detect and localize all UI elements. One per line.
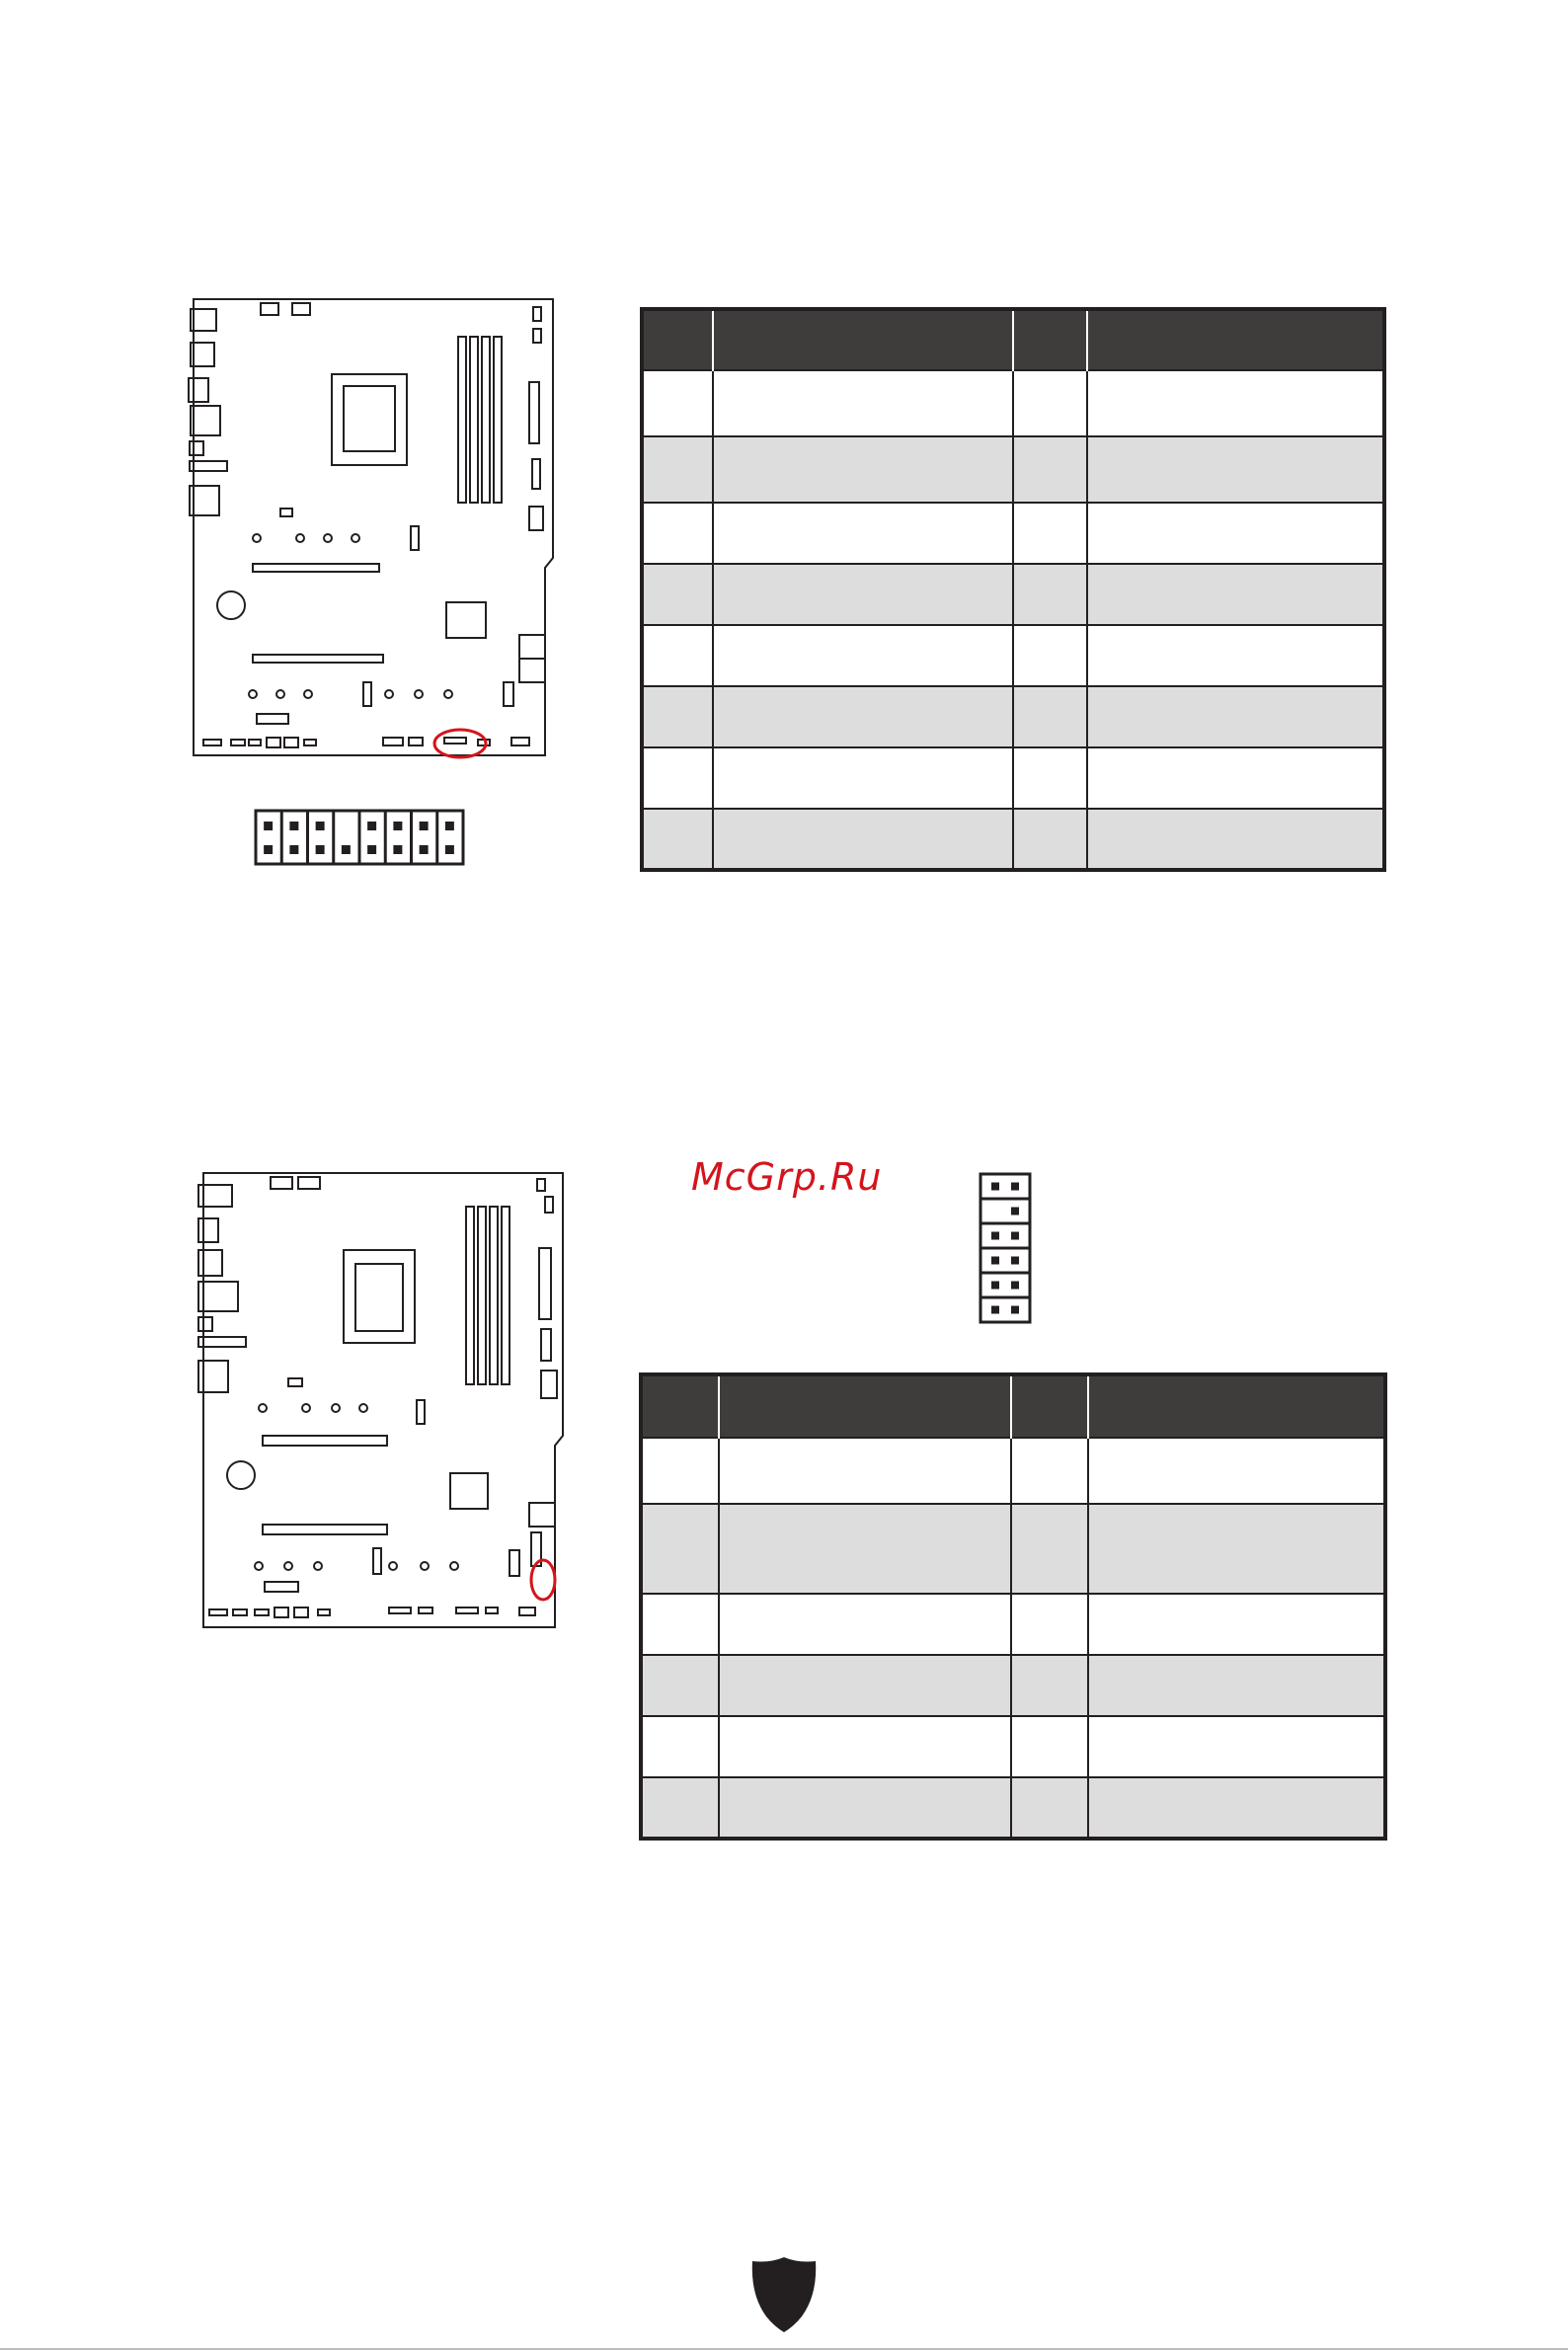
table-cell	[1087, 436, 1384, 503]
table-cell	[642, 503, 713, 564]
table-cell	[1011, 1655, 1088, 1716]
col-pin-header	[642, 309, 713, 370]
table-cell	[719, 1777, 1011, 1839]
table-cell	[1013, 564, 1087, 625]
table-cell	[1013, 436, 1087, 503]
table-cell	[1087, 686, 1384, 747]
table-cell	[1088, 1594, 1385, 1655]
col-signal-header	[713, 309, 1013, 370]
table-cell	[713, 564, 1013, 625]
table-cell	[719, 1594, 1011, 1655]
pin	[420, 845, 429, 854]
pin-header-diagram-2	[978, 1171, 1037, 1325]
table-cell	[719, 1716, 1011, 1777]
table-cell	[1087, 503, 1384, 564]
table-cell	[1013, 747, 1087, 809]
col-signal-header	[1088, 1374, 1385, 1438]
pin	[445, 822, 454, 830]
table-cell	[642, 625, 713, 686]
table-cell	[642, 686, 713, 747]
pin	[367, 822, 376, 830]
table-cell	[1087, 564, 1384, 625]
pin	[316, 822, 325, 830]
pin	[289, 845, 298, 854]
col-signal-header	[719, 1374, 1011, 1438]
table-cell	[642, 370, 713, 436]
table-cell	[1088, 1504, 1385, 1594]
pin	[991, 1306, 999, 1314]
pin	[393, 822, 402, 830]
pin	[393, 845, 402, 854]
pin-table-1	[640, 307, 1386, 872]
pin	[289, 822, 298, 830]
pin	[445, 845, 454, 854]
table-cell	[713, 747, 1013, 809]
pin-header-diagram-1	[253, 808, 470, 869]
pin	[991, 1183, 999, 1191]
col-signal-header	[1087, 309, 1384, 370]
pin	[991, 1232, 999, 1240]
pin	[367, 845, 376, 854]
pin-table-2	[639, 1372, 1387, 1841]
shield-icon	[750, 2255, 818, 2334]
table-cell	[1011, 1777, 1088, 1839]
pin	[991, 1257, 999, 1265]
table-cell	[642, 564, 713, 625]
table-cell	[1087, 747, 1384, 809]
table-cell	[1088, 1716, 1385, 1777]
col-pin-header	[1011, 1374, 1088, 1438]
pin	[316, 845, 325, 854]
pin	[264, 845, 273, 854]
table-cell	[713, 370, 1013, 436]
table-cell	[1087, 809, 1384, 870]
table-cell	[641, 1716, 719, 1777]
table-cell	[1088, 1777, 1385, 1839]
table-cell	[713, 625, 1013, 686]
table-cell	[1011, 1438, 1088, 1504]
motherboard-diagram-2	[196, 1167, 571, 1631]
table-cell	[719, 1438, 1011, 1504]
table-cell	[642, 747, 713, 809]
footer-rule	[0, 2348, 1568, 2350]
table-cell	[642, 809, 713, 870]
pin	[1011, 1183, 1019, 1191]
col-pin-header	[1013, 309, 1087, 370]
table-cell	[641, 1777, 719, 1839]
pin	[1011, 1306, 1019, 1314]
motherboard-diagram-1	[186, 291, 561, 765]
table-cell	[641, 1594, 719, 1655]
table-cell	[713, 686, 1013, 747]
table-cell	[1088, 1438, 1385, 1504]
table-cell	[713, 436, 1013, 503]
table-cell	[1087, 625, 1384, 686]
pin	[1011, 1208, 1019, 1215]
pin	[1011, 1257, 1019, 1265]
table-cell	[1011, 1594, 1088, 1655]
highlight-ring	[531, 1560, 555, 1600]
table-cell	[641, 1655, 719, 1716]
col-pin-header	[641, 1374, 719, 1438]
table-cell	[641, 1438, 719, 1504]
table-cell	[1011, 1716, 1088, 1777]
table-cell	[713, 809, 1013, 870]
table-cell	[1011, 1504, 1088, 1594]
pin	[342, 845, 351, 854]
table-cell	[1087, 370, 1384, 436]
pin	[264, 822, 273, 830]
pin	[1011, 1232, 1019, 1240]
pin	[1011, 1282, 1019, 1290]
table-cell	[719, 1655, 1011, 1716]
table-cell	[719, 1504, 1011, 1594]
table-cell	[1088, 1655, 1385, 1716]
table-cell	[1013, 809, 1087, 870]
table-cell	[713, 503, 1013, 564]
table-cell	[1013, 370, 1087, 436]
table-cell	[1013, 503, 1087, 564]
table-cell	[1013, 625, 1087, 686]
table-cell	[1013, 686, 1087, 747]
watermark-text: McGrp.Ru	[691, 1155, 883, 1199]
table-cell	[642, 436, 713, 503]
table-cell	[641, 1504, 719, 1594]
pin	[420, 822, 429, 830]
pin	[991, 1282, 999, 1290]
